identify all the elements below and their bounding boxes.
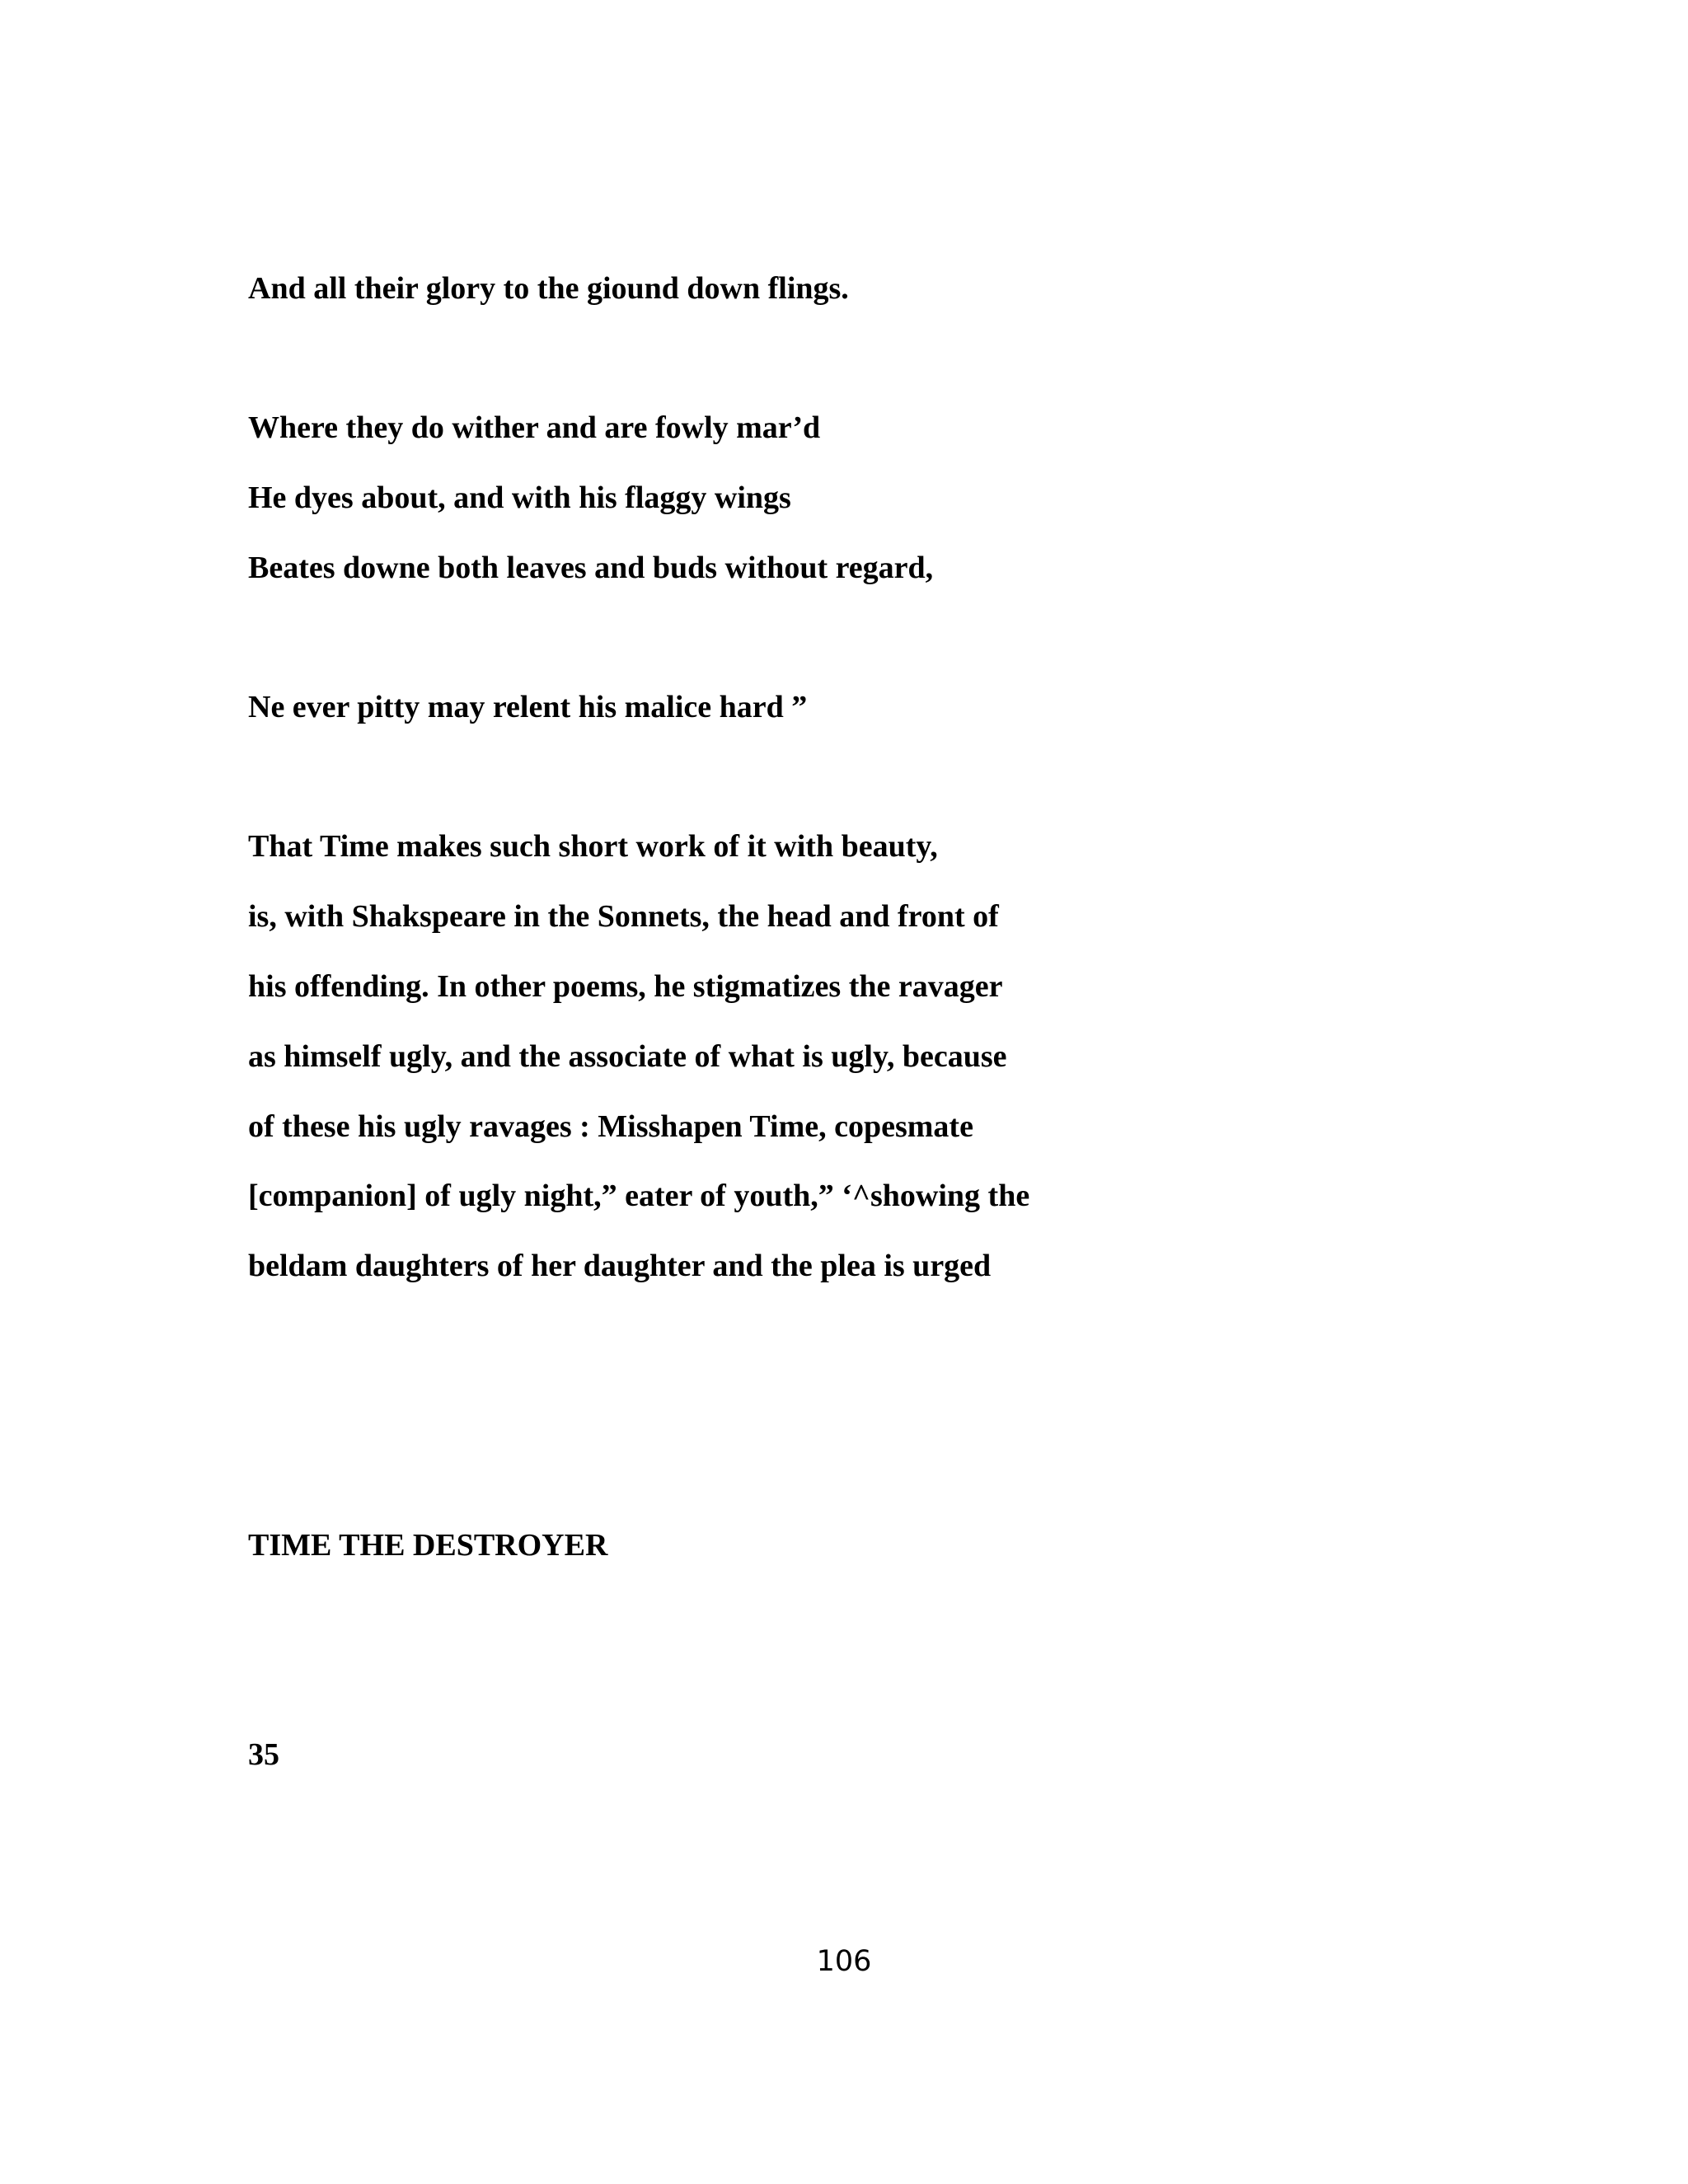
verse-line: Beates downe both leaves and buds without regard, [248,551,934,585]
running-header: TIME THE DESTROYER [248,1528,608,1563]
page-number: 106 [816,1945,872,1978]
paragraph-line: is, with Shakspeare in the Sonnets, the head and front of [248,899,999,934]
paragraph-line: his offending. In other poems, he stigmatizes the ravager [248,969,1003,1004]
paragraph-line: [companion] of ugly night,” eater of youth,” ‘^showing the [248,1179,1030,1213]
paragraph-line: That Time makes such short work of it with beauty, [248,829,938,864]
paragraph-line: beldam daughters of her daughter and the plea is urged [248,1249,992,1283]
verse-line: Where they do wither and are fowly mar’d [248,410,821,445]
verse-line: He dyes about, and with his flaggy wings [248,480,791,515]
verse-line: And all their glory to the giound down flings. [248,271,849,306]
source-page-number: 35 [248,1737,279,1772]
verse-line: Ne ever pitty may relent his malice hard ” [248,690,808,724]
paragraph-line: of these his ugly ravages : Misshapen Time, copesmate [248,1109,973,1144]
paragraph-line: as himself ugly, and the associate of what is ugly, because [248,1039,1007,1074]
